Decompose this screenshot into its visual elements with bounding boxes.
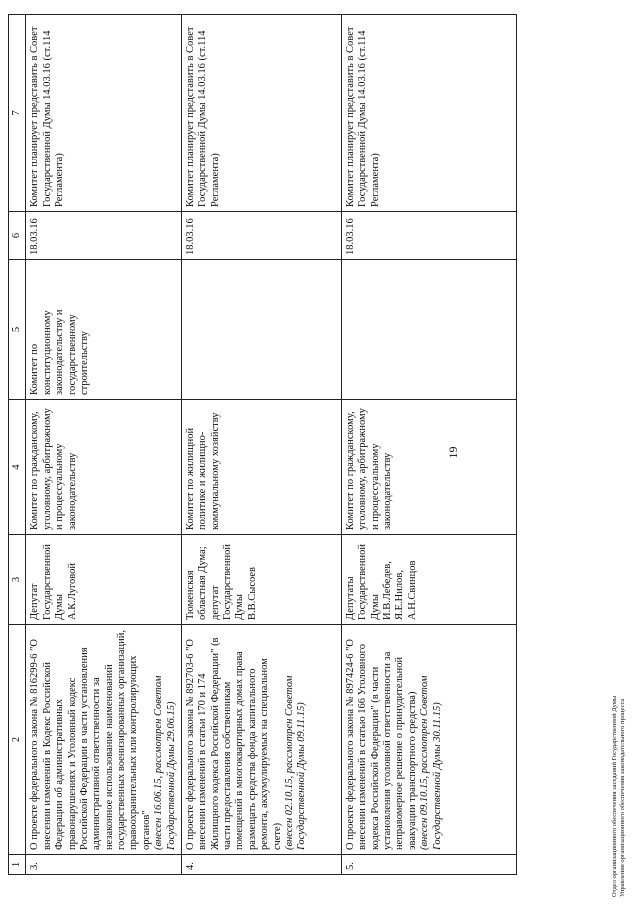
bill-title: О проекте федерального закона № 897424-6 "О внесении изменений в статью 166 Уголовного кодекса Российской Федерации" (в части установления уголовной ответственности за неправомерное решение о принудительной эвакуации транспортного средства) <box>344 638 418 850</box>
row-number: 4. <box>181 855 341 875</box>
author-cell: Тюменская областная Дума; депутат Государственной Думы В.В.Сысоев <box>181 535 341 625</box>
bill-title: О проекте федерального закона № 892703-6 "О внесении изменений в статьи 170 и 174 Жилищного кодекса Российской Федерации" (в части предоставления собственникам помещений в многоквартирных домах права размещать средства фонда капитального ремонта, аккумулируемых на специальном счете) <box>184 637 283 850</box>
co-committee-cell <box>181 260 341 400</box>
author-cell: Депутат Государственной Думы А.К.Луговой <box>26 535 182 625</box>
date-cell: 18.03.16 <box>181 212 341 260</box>
page-number: 19 <box>446 446 460 459</box>
bills-table <box>8 14 517 875</box>
row-number: 3. <box>26 855 182 875</box>
bill-cell <box>341 625 516 855</box>
col-header-5: 5 <box>9 260 26 400</box>
col-header-7: 7 <box>9 15 26 212</box>
footer <box>611 696 627 897</box>
bill-note: (внесен 16.06.15, рассмотрен Советом Государственной Думы 29.06.15) <box>153 675 177 850</box>
col-header-2: 2 <box>9 625 26 855</box>
bill-note: (внесен 09.10.15, рассмотрен Советом Государственной Думы 30.11.15) <box>419 675 443 850</box>
bill-note: (внесен 02.10.15, рассмотрен Советом Государственной Думы 09.11.15) <box>283 675 308 850</box>
col-header-1: 1 <box>9 855 26 875</box>
status-cell: Комитет планирует представить в Совет Государственной Думы 14.03.16 (ст.114 Регламента) <box>341 15 516 212</box>
bill-cell <box>26 625 182 855</box>
status-cell: Комитет планирует представить в Совет Государственной Думы 14.03.16 (ст.114 Регламента) <box>26 15 182 212</box>
date-cell: 18.03.16 <box>341 212 516 260</box>
header-row <box>9 15 26 875</box>
status-cell: Комитет планирует представить в Совет Государственной Думы 14.03.16 (ст.114 Регламента) <box>181 15 341 212</box>
date-cell: 18.03.16 <box>26 212 182 260</box>
bill-cell <box>181 625 341 855</box>
author-cell: Депутаты Государственной Думы И.В.Лебедев, Я.Е.Нилов, А.Н.Свинцов <box>341 535 516 625</box>
col-header-6: 6 <box>9 212 26 260</box>
footer-line-2: Управления организационного обеспечения законодательного процесса <box>619 698 627 897</box>
committee-cell: Комитет по гражданскому, уголовному, арбитражному и процессуальному законодательству <box>341 400 516 535</box>
col-header-4: 4 <box>9 400 26 535</box>
table-row <box>341 15 516 875</box>
bill-title: О проекте федерального закона № 816299-6 "О внесении изменений в Кодекс Российской Федерации об административных правонарушениях и Уголовный кодекс Российской Федерации в части установления административной ответственности за незаконное использование наименований государственных военизированных организаций, правоохранительных или контролирующих органов" <box>29 630 152 850</box>
table-row <box>181 15 341 875</box>
row-number: 5. <box>341 855 516 875</box>
committee-cell: Комитет по гражданскому, уголовному, арбитражному и процессуальному законодательству <box>26 400 182 535</box>
committee-cell: Комитет по жилищной политике и жилищно-коммунальному хозяйству <box>181 400 341 535</box>
footer-line-1: Отдел организационного обеспечения заседаний Государственной Думы <box>611 695 618 897</box>
table-row <box>26 15 182 875</box>
co-committee-cell: Комитет по конституционному законодательству и государственному строительству <box>26 260 182 400</box>
col-header-3: 3 <box>9 535 26 625</box>
co-committee-cell <box>341 260 516 400</box>
